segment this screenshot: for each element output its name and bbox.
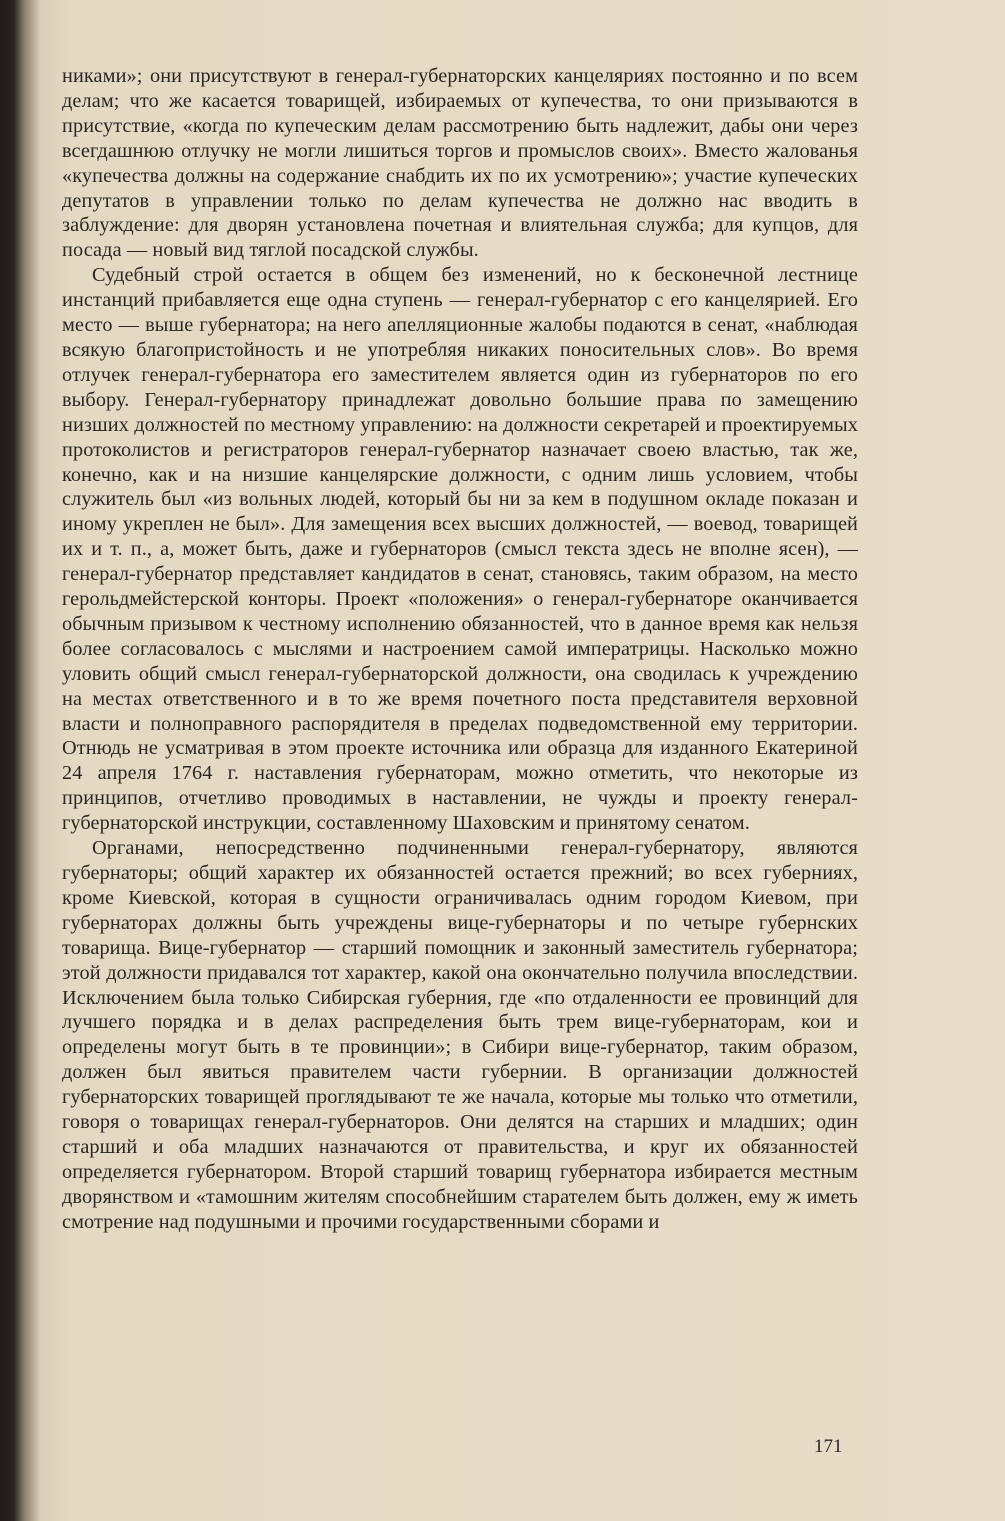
page-number: 171 <box>814 1436 843 1457</box>
paragraph-1: никами»; они присутствуют в генерал-губернаторских канцеляриях постоянно и по всем делам; что же касается товарищей, избираемых от купечества, то они призываются в присутствие, «когда по купеческим делам рассмотрению быть надлежит, дабы они через всегдашнюю отлучку не могли лишиться торгов и промыслов своих». Вместо жалованья «купечества должны на содержание снабдить их по их усмотрению»; участие купеческих депутатов в управлении только по делам купечества не должно нас вводить в заблуждение: для дворян установлена почетная и влиятельная служба; для купцов, для посада — новый вид тяглой посадской службы. <box>62 65 858 262</box>
body-text <box>62 64 858 1235</box>
paragraph-3: Органами, непосредственно подчиненными генерал-губернатору, являются губернаторы; общий характер их обязанностей остается прежний; во всех губерниях, кроме Киевской, которая в сущности ограничивалась одним городом Киевом, при губернаторах должны быть учреждены вице-губернаторы и по четыре губернских товарища. Вице-губернатор — старший помощник и законный заместитель губернатора; этой должности придавался тот характер, какой она окончательно получила впоследствии. Исключением была только Сибирская губерния, где «по отдаленности ее провинций для лучшего порядка и в делах распределения быть трем вице-губернаторам, кои и определены могут быть в те провинции»; в Сибири вице-губернатор, таким образом, должен был явиться правителем части губернии. В организации должностей губернаторских товарищей проглядывают те же начала, которые мы только что отметили, говоря о товарищах генерал-губернаторов. Они делятся на старших и младших; один старший и оба младших назначаются от правительства, и круг их обязанностей определяется губернатором. Второй старший товарищ губернатора избирается местным дворянством и «тамошним жителям способнейшим старателем быть должен, ему ж иметь смотрение над подушными и прочими государственными сборами и <box>62 837 858 1233</box>
paragraph-2: Судебный строй остается в общем без изменений, но к бесконечной лестнице инстанций прибавляется еще одна ступень — генерал-губернатор с его канцелярией. Его место — выше губернатора; на него апелляционные жалобы подаются в сенат, «наблюдая всякую благопристойность и не употребляя никаких поносительных слов». Во время отлучек генерал-губернатора его заместителем является один из губернаторов по его выбору. Генерал-губернатору принадлежат довольно большие права по замещению низших должностей по местному управлению: на должности секретарей и проектируемых протоколистов и регистраторов генерал-губернатор назначает своею властью, так же, конечно, как и на низшие канцелярские должности, с одним лишь условием, чтобы служитель был «из вольных людей, который бы ни за кем в подушном окладе показан и иному укреплен не был». Для замещения всех высших должностей, — воевод, товарищей их и т. п., а, может быть, даже и губернаторов (смысл текста здесь не вполне ясен), — генерал-губернатор представляет кандидатов в сенат, становясь, таким образом, на место герольдмейстерской конторы. Проект «положения» о генерал-губернаторе оканчивается обычным призывом к честному исполнению обязанностей, что в данное время как нельзя более согласовалось с мыслями и настроением самой императрицы. Насколько можно уловить общий смысл генерал-губернаторской должности, она сводилась к учреждению на местах ответственного и в то же время почетного поста представителя верховной власти и полноправного распорядителя в пределах подведомственной ему территории. Отнюдь не усматривая в этом проекте источника или образца для изданного Екатериной 24 апреля 1764 г. наставления губернаторам, можно отметить, что некоторые из принципов, отчетливо проводимых в наставлении, не чужды и проекту генерал-губернаторской инструкции, составленному Шаховским и принятому сенатом. <box>62 264 858 835</box>
